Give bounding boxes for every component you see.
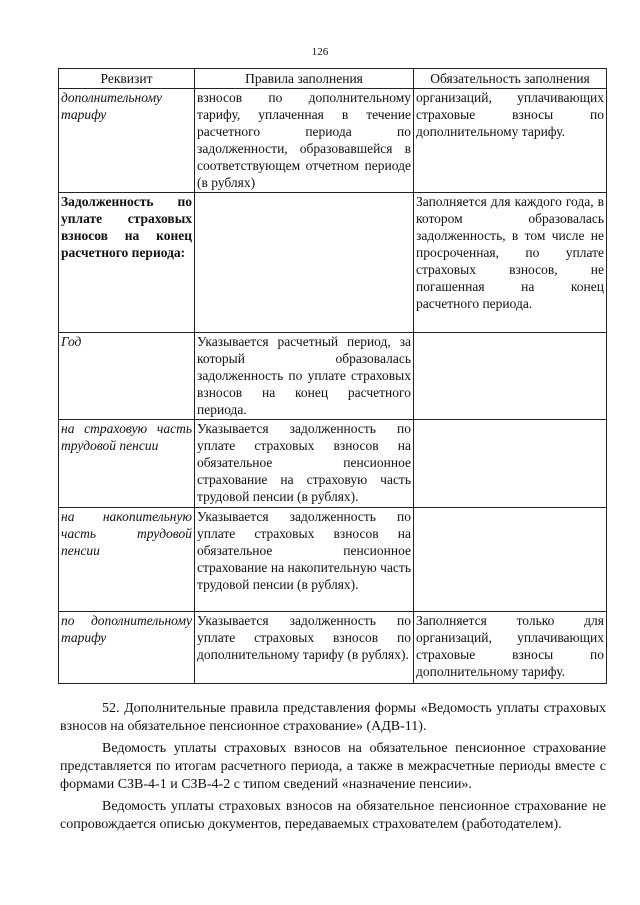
requisite-cell: на накопительную часть трудовой пенсии (59, 508, 195, 612)
requisite-cell: дополнительному тарифу (59, 89, 195, 193)
paragraph: Ведомость уплаты страховых взносов на обязательное пенсионное страхование представляется по итогам расчетного периода, а также в межрасчетные периоды вместе с формами СЗВ-4-1 и СЗВ-4-2 с типом сведений «назначение пенсии». (60, 741, 606, 792)
header-requisite: Реквизит (59, 69, 195, 89)
table-header-row (59, 69, 607, 89)
rules-cell: Указывается задолженность по уплате страховых взносов по дополнительному тарифу (в рублях). (195, 612, 414, 684)
body-text (60, 700, 606, 838)
rules-cell: взносов по дополнительному тарифу, уплаченная в течение расчетного периода по задолженности, образовавшейся в соответствующем отчетном периоде (в рублях) (195, 89, 414, 193)
obligation-cell (414, 333, 607, 420)
obligation-cell: Заполняется для каждого года, в котором образовалась задолженность, в том числе не просроченная, по уплате страховых взносов, не погашенная на конец расчетного периода. (414, 193, 607, 333)
header-obligation: Обязательность заполнения (414, 69, 607, 89)
obligation-cell: организаций, уплачивающих страховые взносы по дополнительному тарифу. (414, 89, 607, 193)
rules-cell: Указывается расчетный период, за который образовалась задолженность по уплате страховых взносов на конец расчетного периода. (195, 333, 414, 420)
table-row (59, 89, 607, 193)
table-row (59, 193, 607, 333)
page-number: 126 (311, 46, 329, 58)
paragraph: Ведомость уплаты страховых взносов на обязательное пенсионное страхование не сопровождается описью документов, передаваемых страхователем (работодателем). (60, 799, 606, 832)
paragraph-52-heading: 52. Дополнительные правила представления формы «Ведомость уплаты страховых взносов на обязательное пенсионное страхование» (АДВ-11). (60, 701, 606, 734)
table-row (59, 333, 607, 420)
table-row (59, 508, 607, 612)
rules-cell: Указывается задолженность по уплате страховых взносов на обязательное пенсионное страхование на накопительную часть трудовой пенсии (в рублях). (195, 508, 414, 612)
requisite-cell: Задолженность по уплате страховых взносов на конец расчетного периода: (59, 193, 195, 333)
rules-cell: Указывается задолженность по уплате страховых взносов на обязательное пенсионное страхование на страховую часть трудовой пенсии (в рублях). (195, 420, 414, 508)
requisite-cell: Год (59, 333, 195, 420)
rules-cell (195, 193, 414, 333)
header-rules: Правила заполнения (195, 69, 414, 89)
table-row (59, 612, 607, 684)
requisite-cell: на страховую часть трудовой пенсии (59, 420, 195, 508)
table-row (59, 420, 607, 508)
requisite-cell: по дополнительному тарифу (59, 612, 195, 684)
obligation-cell (414, 420, 607, 508)
requisites-table (58, 68, 607, 684)
obligation-cell (414, 508, 607, 612)
obligation-cell: Заполняется только для организаций, уплачивающих страховые взносы по дополнительному тарифу. (414, 612, 607, 684)
